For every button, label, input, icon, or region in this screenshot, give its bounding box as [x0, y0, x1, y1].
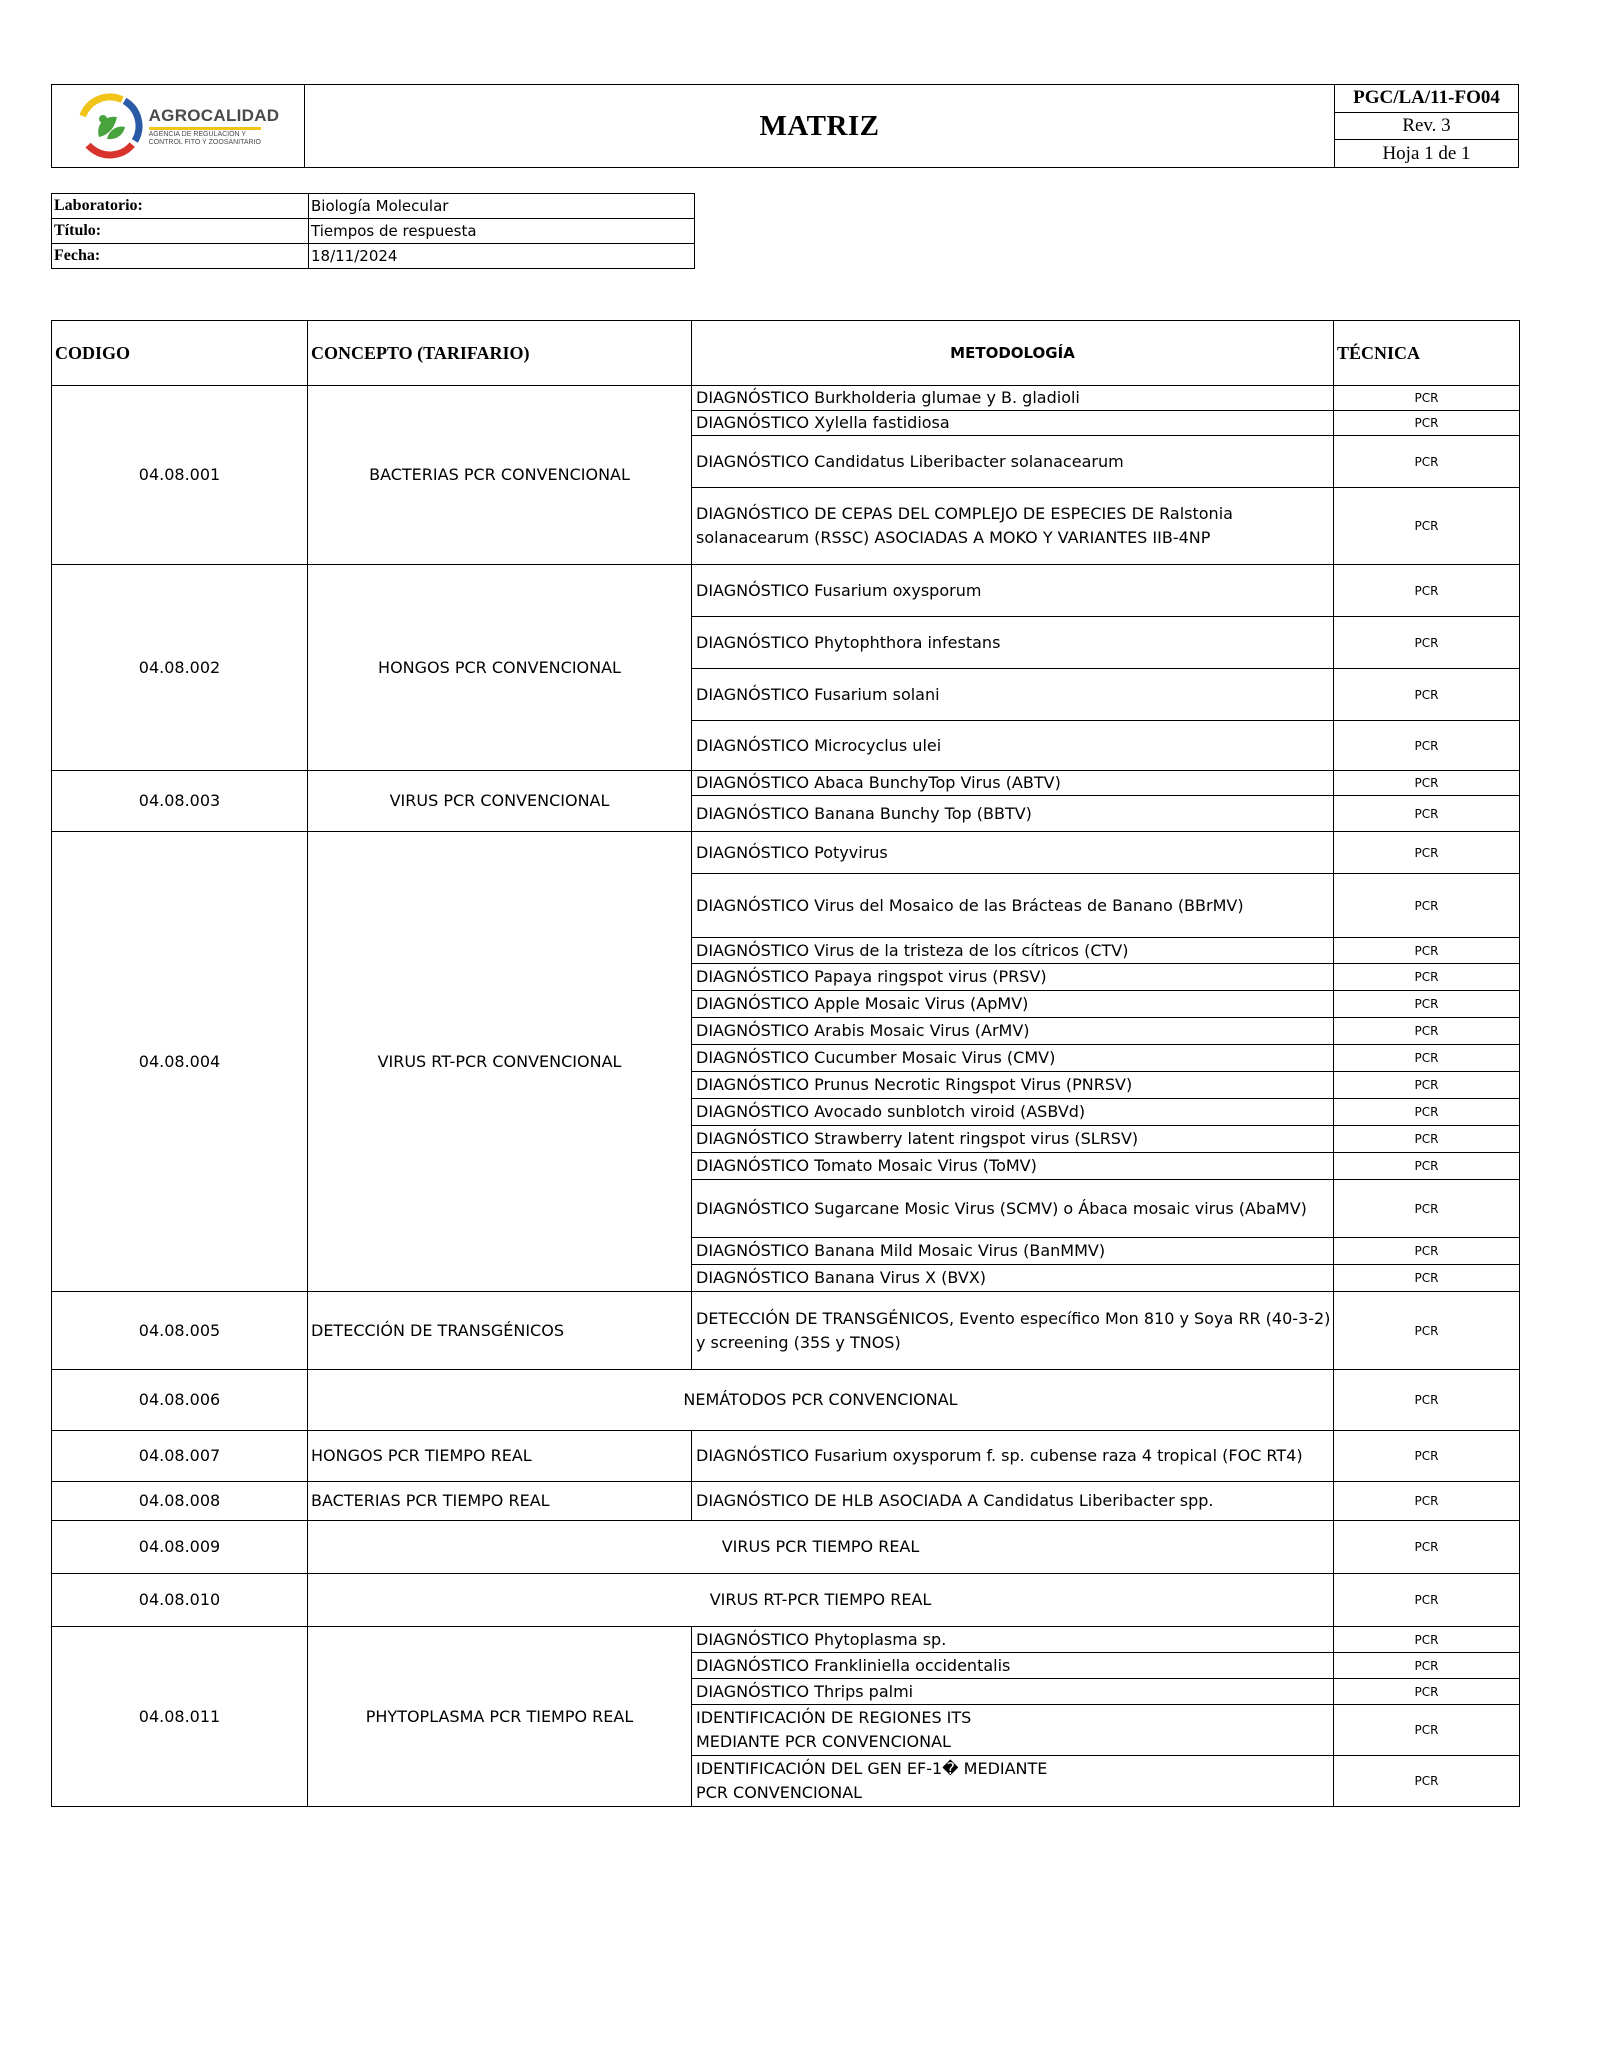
- row-method: DIAGNÓSTICO Banana Virus X (BVX): [692, 1265, 1334, 1292]
- table-row: [52, 1627, 1520, 1653]
- header-metodologia: METODOLOGÍA: [692, 321, 1334, 386]
- row-code: 04.08.007: [52, 1431, 308, 1482]
- table-row: [52, 1482, 1520, 1521]
- row-technique: PCR: [1334, 796, 1520, 832]
- info-row: [52, 244, 695, 269]
- row-technique: PCR: [1334, 669, 1520, 721]
- header-concepto: CONCEPTO (TARIFARIO): [308, 321, 692, 386]
- row-concept: BACTERIAS PCR CONVENCIONAL: [308, 386, 692, 565]
- row-code: 04.08.008: [52, 1482, 308, 1521]
- row-method: DIAGNÓSTICO Banana Bunchy Top (BBTV): [692, 796, 1334, 832]
- row-method: DIAGNÓSTICO Burkholderia glumae y B. gladioli: [692, 386, 1334, 411]
- row-method: DIAGNÓSTICO Sugarcane Mosic Virus (SCMV) o Ábaca mosaic virus (AbaMV): [692, 1180, 1334, 1238]
- table-row: [52, 771, 1520, 796]
- row-code: 04.08.003: [52, 771, 308, 832]
- header-codigo: CODIGO: [52, 321, 308, 386]
- row-technique: PCR: [1334, 386, 1520, 411]
- info-value: Tiempos de respuesta: [309, 219, 695, 244]
- row-concept: NEMÁTODOS PCR CONVENCIONAL: [308, 1370, 1334, 1431]
- info-label: Laboratorio:: [52, 194, 309, 219]
- doc-page: Hoja 1 de 1: [1335, 140, 1519, 168]
- row-method: DIAGNÓSTICO Microcyclus ulei: [692, 721, 1334, 771]
- doc-revision: Rev. 3: [1335, 112, 1519, 140]
- row-method: DIAGNÓSTICO Fusarium oxysporum f. sp. cubense raza 4 tropical (FOC RT4): [692, 1431, 1334, 1482]
- row-method: DIAGNÓSTICO Papaya ringspot virus (PRSV): [692, 964, 1334, 991]
- matrix-table: [51, 320, 1520, 1807]
- row-technique: PCR: [1334, 1018, 1520, 1045]
- row-method: DIAGNÓSTICO Candidatus Liberibacter solanacearum: [692, 436, 1334, 488]
- row-method: DIAGNÓSTICO Tomato Mosaic Virus (ToMV): [692, 1153, 1334, 1180]
- row-technique: PCR: [1334, 411, 1520, 436]
- row-technique: PCR: [1334, 1180, 1520, 1238]
- table-row: [52, 1292, 1520, 1370]
- row-method: DIAGNÓSTICO Fusarium solani: [692, 669, 1334, 721]
- row-technique: PCR: [1334, 436, 1520, 488]
- logo-emblem-icon: [77, 93, 143, 159]
- row-method: DIAGNÓSTICO Xylella fastidiosa: [692, 411, 1334, 436]
- row-technique: PCR: [1334, 488, 1520, 565]
- row-technique: PCR: [1334, 874, 1520, 938]
- table-row: [52, 1431, 1520, 1482]
- row-concept: HONGOS PCR CONVENCIONAL: [308, 565, 692, 771]
- info-value: 18/11/2024: [309, 244, 695, 269]
- row-concept: HONGOS PCR TIEMPO REAL: [308, 1431, 692, 1482]
- row-code: 04.08.001: [52, 386, 308, 565]
- info-label: Título:: [52, 219, 309, 244]
- table-row: [52, 1521, 1520, 1574]
- row-method: DIAGNÓSTICO Virus de la tristeza de los cítricos (CTV): [692, 938, 1334, 964]
- row-method: DIAGNÓSTICO Apple Mosaic Virus (ApMV): [692, 991, 1334, 1018]
- row-code: 04.08.004: [52, 832, 308, 1292]
- row-technique: PCR: [1334, 1238, 1520, 1265]
- row-concept: VIRUS RT-PCR CONVENCIONAL: [308, 832, 692, 1292]
- page-title: MATRIZ: [305, 85, 1335, 168]
- row-method: DIAGNÓSTICO Banana Mild Mosaic Virus (BanMMV): [692, 1238, 1334, 1265]
- row-code: 04.08.009: [52, 1521, 308, 1574]
- document-header: [51, 84, 1519, 168]
- row-technique: PCR: [1334, 721, 1520, 771]
- logo-cell: [52, 85, 305, 168]
- row-method: DIAGNÓSTICO Thrips palmi: [692, 1679, 1334, 1705]
- row-technique: PCR: [1334, 1627, 1520, 1653]
- agrocalidad-logo: [52, 93, 304, 159]
- table-row: [52, 565, 1520, 617]
- row-concept: VIRUS PCR CONVENCIONAL: [308, 771, 692, 832]
- row-code: 04.08.002: [52, 565, 308, 771]
- row-concept: VIRUS RT-PCR TIEMPO REAL: [308, 1574, 1334, 1627]
- row-technique: PCR: [1334, 1153, 1520, 1180]
- row-technique: PCR: [1334, 1370, 1520, 1431]
- table-row: [52, 832, 1520, 874]
- row-method: DIAGNÓSTICO Prunus Necrotic Ringspot Virus (PNRSV): [692, 1072, 1334, 1099]
- row-concept: PHYTOPLASMA PCR TIEMPO REAL: [308, 1627, 692, 1807]
- row-method: DIAGNÓSTICO Fusarium oxysporum: [692, 565, 1334, 617]
- info-row: [52, 194, 695, 219]
- row-method: DIAGNÓSTICO Avocado sunblotch viroid (ASBVd): [692, 1099, 1334, 1126]
- row-code: 04.08.005: [52, 1292, 308, 1370]
- row-technique: PCR: [1334, 1126, 1520, 1153]
- row-code: 04.08.006: [52, 1370, 308, 1431]
- row-concept: VIRUS PCR TIEMPO REAL: [308, 1521, 1334, 1574]
- row-method: DIAGNÓSTICO Virus del Mosaico de las Brácteas de Banano (BBrMV): [692, 874, 1334, 938]
- row-technique: PCR: [1334, 771, 1520, 796]
- row-method: DIAGNÓSTICO DE CEPAS DEL COMPLEJO DE ESPECIES DE Ralstonia solanacearum (RSSC) ASOCIADAS A MOKO Y VARIANTES IIB-4NP: [692, 488, 1334, 565]
- row-technique: PCR: [1334, 1679, 1520, 1705]
- table-row: [52, 1574, 1520, 1627]
- row-technique: PCR: [1334, 1521, 1520, 1574]
- row-technique: PCR: [1334, 1265, 1520, 1292]
- row-method: IDENTIFICACIÓN DEL GEN EF-1� MEDIANTE PCR CONVENCIONAL: [692, 1756, 1334, 1807]
- info-value: Biología Molecular: [309, 194, 695, 219]
- header-tecnica: TÉCNICA: [1334, 321, 1520, 386]
- info-table: [51, 193, 695, 269]
- row-technique: PCR: [1334, 991, 1520, 1018]
- row-method: DIAGNÓSTICO Phytophthora infestans: [692, 617, 1334, 669]
- row-technique: PCR: [1334, 832, 1520, 874]
- logo-title: AGROCALIDAD: [148, 105, 280, 125]
- row-technique: PCR: [1334, 1574, 1520, 1627]
- row-technique: PCR: [1334, 1292, 1520, 1370]
- row-technique: PCR: [1334, 1072, 1520, 1099]
- doc-code: PGC/LA/11-FO04: [1335, 85, 1519, 113]
- row-method: DIAGNÓSTICO Cucumber Mosaic Virus (CMV): [692, 1045, 1334, 1072]
- row-technique: PCR: [1334, 1045, 1520, 1072]
- logo-subtitle: AGENCIA DE REGULACIÓN Y CONTROL FITO Y ZOOSANITARIO: [148, 130, 261, 146]
- row-technique: PCR: [1334, 1431, 1520, 1482]
- row-technique: PCR: [1334, 1756, 1520, 1807]
- row-method: DIAGNÓSTICO DE HLB ASOCIADA A Candidatus Liberibacter spp.: [692, 1482, 1334, 1521]
- row-technique: PCR: [1334, 1482, 1520, 1521]
- row-technique: PCR: [1334, 964, 1520, 991]
- row-concept: BACTERIAS PCR TIEMPO REAL: [308, 1482, 692, 1521]
- row-technique: PCR: [1334, 938, 1520, 964]
- row-technique: PCR: [1334, 1653, 1520, 1679]
- row-code: 04.08.011: [52, 1627, 308, 1807]
- row-method: DIAGNÓSTICO Frankliniella occidentalis: [692, 1653, 1334, 1679]
- row-method: DIAGNÓSTICO Arabis Mosaic Virus (ArMV): [692, 1018, 1334, 1045]
- row-method: DETECCIÓN DE TRANSGÉNICOS, Evento específico Mon 810 y Soya RR (40-3-2) y screening (35S y TNOS): [692, 1292, 1334, 1370]
- row-method: DIAGNÓSTICO Abaca BunchyTop Virus (ABTV): [692, 771, 1334, 796]
- row-method: DIAGNÓSTICO Strawberry latent ringspot virus (SLRSV): [692, 1126, 1334, 1153]
- row-technique: PCR: [1334, 565, 1520, 617]
- table-row: [52, 1370, 1520, 1431]
- row-method: IDENTIFICACIÓN DE REGIONES ITS MEDIANTE PCR CONVENCIONAL: [692, 1705, 1334, 1756]
- info-label: Fecha:: [52, 244, 309, 269]
- logo-underline: [149, 127, 261, 130]
- row-method: DIAGNÓSTICO Potyvirus: [692, 832, 1334, 874]
- row-technique: PCR: [1334, 617, 1520, 669]
- row-concept: DETECCIÓN DE TRANSGÉNICOS: [308, 1292, 692, 1370]
- row-method: DIAGNÓSTICO Phytoplasma sp.: [692, 1627, 1334, 1653]
- row-code: 04.08.010: [52, 1574, 308, 1627]
- row-technique: PCR: [1334, 1705, 1520, 1756]
- row-technique: PCR: [1334, 1099, 1520, 1126]
- table-row: [52, 386, 1520, 411]
- info-row: [52, 219, 695, 244]
- table-header-row: [52, 321, 1520, 386]
